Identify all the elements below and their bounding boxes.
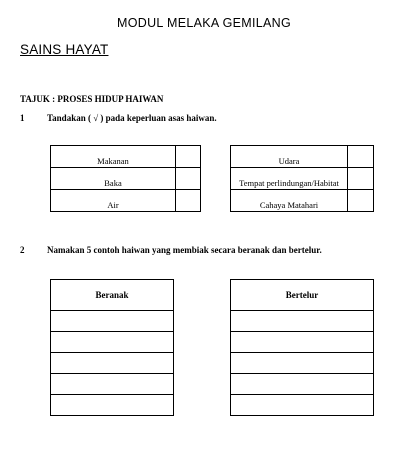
table-row — [51, 311, 174, 332]
beranak-header: Beranak — [51, 280, 174, 311]
table-row — [51, 374, 174, 395]
basic-needs-table-right — [230, 145, 374, 212]
beranak-table — [50, 279, 174, 416]
basic-needs-table-left — [50, 145, 201, 212]
need-label: Air — [51, 190, 176, 212]
table-row — [231, 311, 374, 332]
answer-cell[interactable] — [231, 311, 374, 332]
tick-box[interactable] — [348, 168, 374, 190]
table-row — [231, 374, 374, 395]
bertelur-table — [230, 279, 374, 416]
need-label: Udara — [231, 146, 348, 168]
need-label: Baka — [51, 168, 176, 190]
answer-cell[interactable] — [231, 353, 374, 374]
question-1-text: Tandakan ( √ ) pada keperluan asas haiwan. — [47, 113, 217, 123]
table-row — [51, 190, 201, 212]
answer-cell[interactable] — [51, 311, 174, 332]
tick-box[interactable] — [348, 146, 374, 168]
tick-box[interactable] — [348, 190, 374, 212]
table-row — [231, 146, 374, 168]
table-header-row — [51, 280, 174, 311]
answer-cell[interactable] — [51, 353, 174, 374]
table-row — [51, 168, 201, 190]
need-label: Makanan — [51, 146, 176, 168]
answer-cell[interactable] — [51, 395, 174, 416]
tick-box[interactable] — [176, 168, 201, 190]
need-label: Cahaya Matahari — [231, 190, 348, 212]
answer-cell[interactable] — [231, 374, 374, 395]
bertelur-header: Bertelur — [231, 280, 374, 311]
table-row — [231, 332, 374, 353]
answer-cell[interactable] — [51, 332, 174, 353]
question-1-number: 1 — [20, 113, 25, 123]
module-title: MODUL MELAKA GEMILANG — [117, 16, 291, 30]
question-2-text: Namakan 5 contoh haiwan yang membiak secara beranak dan bertelur. — [47, 245, 322, 255]
table-row — [51, 146, 201, 168]
answer-cell[interactable] — [231, 332, 374, 353]
subject-title: SAINS HAYAT — [20, 42, 109, 57]
answer-cell[interactable] — [231, 395, 374, 416]
topic-heading: TAJUK : PROSES HIDUP HAIWAN — [20, 94, 164, 104]
table-row — [231, 168, 374, 190]
table-row — [231, 353, 374, 374]
table-row — [51, 332, 174, 353]
table-header-row — [231, 280, 374, 311]
question-2-number: 2 — [20, 245, 25, 255]
tick-box[interactable] — [176, 190, 201, 212]
table-row — [51, 395, 174, 416]
table-row — [231, 395, 374, 416]
table-row — [231, 190, 374, 212]
table-row — [51, 353, 174, 374]
need-label: Tempat perlindungan/Habitat — [231, 168, 348, 190]
answer-cell[interactable] — [51, 374, 174, 395]
tick-box[interactable] — [176, 146, 201, 168]
